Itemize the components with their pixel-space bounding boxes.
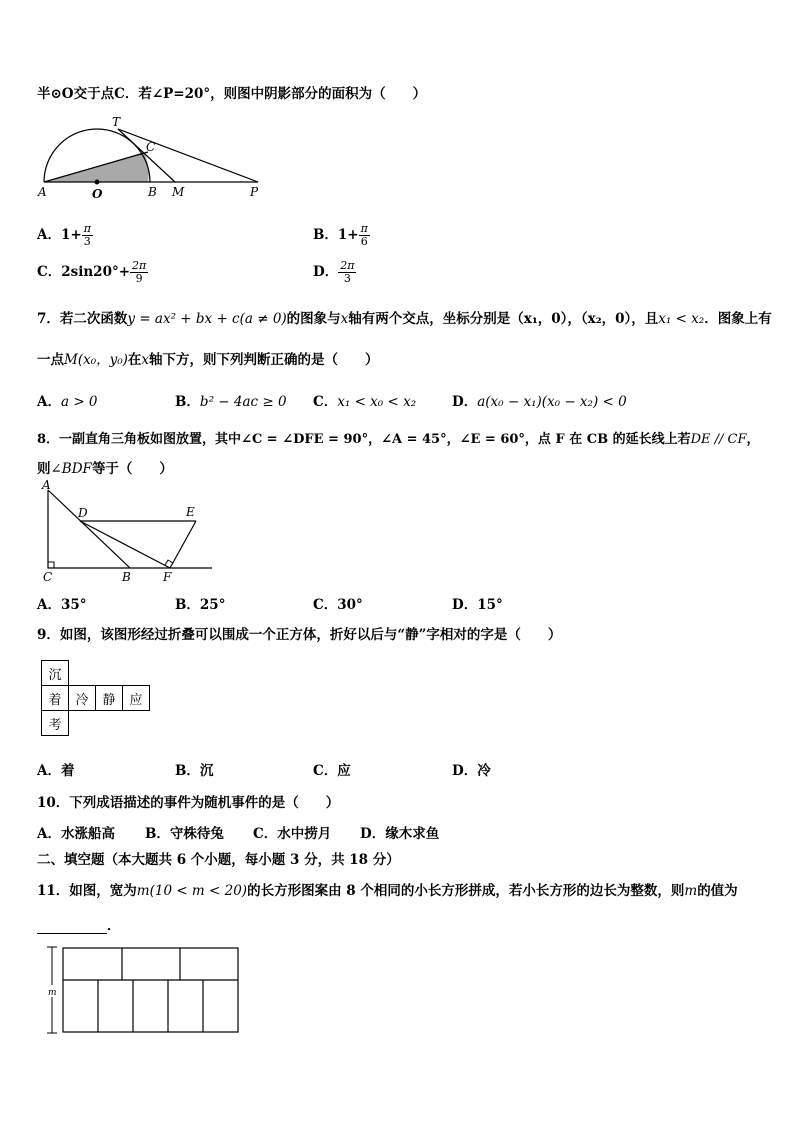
q11-text-a: 11．如图，宽为 bbox=[37, 883, 137, 899]
q6-option-c bbox=[37, 260, 148, 285]
q8-option-d: D．15° bbox=[452, 597, 503, 613]
q8-option-b: B．25° bbox=[175, 597, 226, 613]
q6-figure bbox=[30, 110, 270, 200]
q8-label-D: D bbox=[78, 506, 88, 520]
q8-option-a: A．35° bbox=[37, 597, 87, 613]
q6-option-c-prefix: C．2sin20°+ bbox=[37, 264, 131, 280]
q6-option-c-den: 9 bbox=[135, 272, 143, 285]
q8-line-AB bbox=[48, 490, 130, 568]
q9-cell-3: 冷 bbox=[69, 686, 96, 711]
q7-text-a: 7．若二次函数 bbox=[37, 311, 128, 327]
q9-option-a: A．着 bbox=[37, 763, 75, 779]
q6-option-a-num: π bbox=[83, 222, 91, 235]
q10-option-d: D．缘木求鱼 bbox=[360, 826, 440, 842]
q7-inequality: x₁ < x₂ bbox=[658, 311, 705, 327]
q7-option-c-letter: C． bbox=[313, 394, 338, 410]
q8-text-c: 则 bbox=[37, 461, 51, 477]
q7-option-c bbox=[313, 390, 416, 410]
q8-line-2 bbox=[37, 457, 173, 477]
q7-text-b: 的图象与 bbox=[286, 311, 341, 327]
q7-equation: y = ax² + bx + c(a ≠ 0) bbox=[127, 311, 287, 327]
q8-text-b: ， bbox=[746, 432, 760, 447]
q11-label-m: m bbox=[48, 988, 57, 998]
q7-line-2 bbox=[37, 348, 379, 368]
q7-option-d-letter: D． bbox=[452, 394, 478, 410]
q10-option-b: B．守株待兔 bbox=[145, 826, 224, 842]
q6-option-b-prefix: B．1+ bbox=[313, 227, 359, 243]
q6-center-dot bbox=[95, 180, 100, 185]
section-2-heading: 二、填空题（本大题共 6 个小题，每小题 3 分，共 18 分） bbox=[37, 852, 400, 868]
q11-line-2 bbox=[37, 914, 121, 934]
q7-text-f: 在 bbox=[127, 352, 142, 368]
q8-label-F: F bbox=[163, 570, 172, 584]
q9-option-b: B．沉 bbox=[175, 763, 214, 779]
q9-cell-5: 应 bbox=[123, 686, 150, 711]
q6-option-a bbox=[37, 223, 93, 248]
q7-point-m: M(x₀，y₀) bbox=[64, 352, 128, 368]
q7-option-d-expr: a(x₀ − x₁)(x₀ − x₂) < 0 bbox=[477, 394, 627, 410]
q8-right-angle-c bbox=[48, 562, 54, 568]
q6-label-T: T bbox=[112, 115, 121, 129]
q7-text-d: ．图象上有 bbox=[704, 311, 772, 327]
q6-option-c-num: 2π bbox=[132, 259, 147, 272]
q6-option-d-den: 3 bbox=[343, 272, 351, 285]
q6-option-b-den: 6 bbox=[360, 235, 368, 248]
q11-outer-rect bbox=[63, 948, 238, 1032]
q7-option-b-letter: B． bbox=[175, 394, 200, 410]
q8-parallel: DE // CF bbox=[690, 432, 747, 447]
q7-text-g: 轴下方，则下列判断正确的是（ ） bbox=[149, 352, 379, 368]
q8-label-E: E bbox=[186, 505, 195, 519]
q6-option-a-den: 3 bbox=[83, 235, 91, 248]
q9-cell-6: 考 bbox=[42, 711, 69, 736]
q8-text-d: 等于（ ） bbox=[91, 461, 173, 477]
q6-label-M: M bbox=[172, 185, 185, 199]
q11-line-1 bbox=[37, 879, 738, 899]
q11-text-c: 的值为 bbox=[697, 883, 738, 899]
q6-label-C: C bbox=[146, 140, 156, 154]
q9-cell-2: 着 bbox=[42, 686, 69, 711]
q6-stem: 半⊙O交于点C．若∠P=20°，则图中阴影部分的面积为（ ） bbox=[37, 86, 427, 102]
q7-text-c: 轴有两个交点，坐标分别是（x₁，0），（x₂，0），且 bbox=[348, 311, 659, 327]
q11-figure bbox=[40, 945, 245, 1037]
q7-option-a bbox=[37, 390, 98, 410]
q8-label-A: A bbox=[42, 478, 51, 492]
q7-option-b-expr: b² − 4ac ≥ 0 bbox=[199, 394, 287, 410]
q6-label-B: B bbox=[148, 185, 157, 199]
q7-x-axis-2: x bbox=[141, 352, 150, 368]
q7-option-c-expr: x₁ < x₀ < x₂ bbox=[337, 394, 417, 410]
q11-period: ． bbox=[107, 918, 121, 934]
q7-option-b bbox=[175, 390, 287, 410]
q6-option-d-prefix: D． bbox=[313, 264, 339, 280]
q7-option-a-letter: A． bbox=[37, 394, 61, 410]
q8-label-C: C bbox=[43, 570, 53, 584]
q8-label-B: B bbox=[122, 570, 131, 584]
q9-cell-4: 静 bbox=[96, 686, 123, 711]
q9-stem: 9．如图，该图形经过折叠可以围成一个正方体，折好以后与“静”字相对的字是（ ） bbox=[37, 627, 562, 643]
q10-stem: 10．下列成语描述的事件为随机事件的是（ ） bbox=[37, 795, 340, 811]
q7-text-e: 一点 bbox=[37, 352, 64, 368]
q8-option-c: C．30° bbox=[313, 597, 363, 613]
q8-angle: ∠BDF bbox=[50, 461, 92, 477]
q10-option-c: C．水中捞月 bbox=[253, 826, 332, 842]
q7-option-a-expr: a > 0 bbox=[60, 394, 98, 410]
q6-option-b-num: π bbox=[360, 222, 368, 235]
q9-option-d: D．冷 bbox=[452, 763, 491, 779]
q9-option-c: C．应 bbox=[313, 763, 351, 779]
q6-option-b bbox=[313, 223, 370, 248]
q6-label-P: P bbox=[250, 185, 259, 199]
q11-text-b: 的长方形图案由 8 个相同的小长方形拼成，若小长方形的边长为整数，则 bbox=[247, 883, 685, 899]
q8-line-1 bbox=[37, 428, 760, 447]
q6-label-A: A bbox=[38, 185, 47, 199]
q6-label-O: O bbox=[92, 187, 103, 201]
q6-option-a-prefix: A．1+ bbox=[37, 227, 82, 243]
q7-line-1 bbox=[37, 307, 772, 327]
q8-line-EF bbox=[170, 521, 196, 568]
q8-figure bbox=[36, 478, 226, 586]
q11-m: m bbox=[684, 883, 698, 899]
q9-cell-1: 沉 bbox=[42, 661, 69, 686]
q8-text-a: 8．一副直角三角板如图放置，其中∠C = ∠DFE = 90°，∠A = 45°，∠E = 60°，点 F 在 CB 的延长线上若 bbox=[37, 432, 691, 447]
q7-option-d bbox=[452, 390, 627, 410]
q7-x-axis-1: x bbox=[340, 311, 349, 327]
q11-width-cond: m(10 < m < 20) bbox=[136, 883, 248, 899]
q6-option-d bbox=[313, 260, 356, 285]
q6-option-d-num: 2π bbox=[340, 259, 355, 272]
q11-answer-blank bbox=[37, 921, 107, 934]
q8-line-DF bbox=[80, 521, 170, 568]
q10-option-a: A．水涨船高 bbox=[37, 826, 115, 842]
q9-cube-net bbox=[41, 660, 150, 736]
